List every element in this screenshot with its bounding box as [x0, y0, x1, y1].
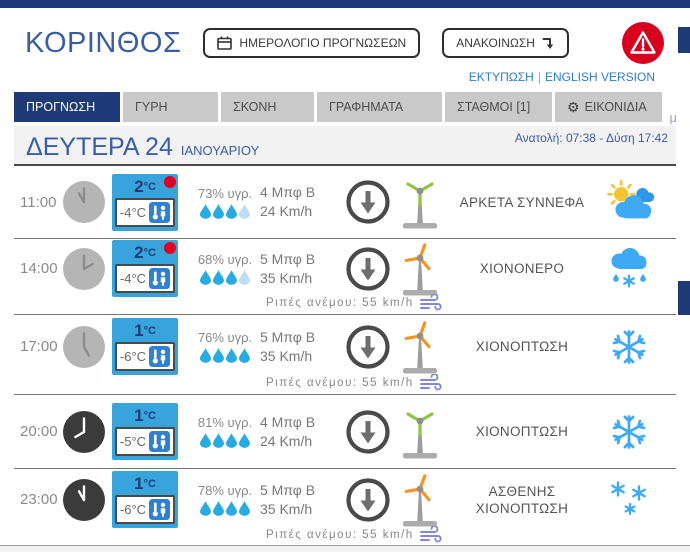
wind-beaufort: 4 Μπφ Β [260, 413, 316, 430]
wind-beaufort: 4 Μπφ Β [260, 184, 316, 200]
droplet-icon [226, 348, 237, 363]
wind-cell [260, 328, 344, 366]
tab-skoni[interactable] [221, 92, 314, 122]
droplet-icon [213, 501, 224, 516]
wind-beaufort: 5 Μπφ Β [260, 481, 316, 498]
wind-turbine-cell [398, 473, 448, 527]
right-edge-fragment-mid [678, 281, 690, 315]
humidity-value: 76% υγρ. [197, 330, 253, 345]
tab-gyri[interactable] [123, 92, 218, 122]
wind-gust [266, 526, 444, 543]
right-edge-fragment-top [678, 27, 690, 53]
snowflake-icon [609, 412, 649, 452]
wind-gust-text: Ριπές ανέμου: 55 km/h [266, 376, 414, 389]
calendar-button-label: ΗΜΕΡΟΛΟΓΙΟ ΠΡΟΓΝΩΣΕΩΝ [239, 36, 407, 50]
light-snow-icon [606, 480, 652, 520]
wind-speed: 35 Km/h [260, 269, 313, 286]
droplet-icon [200, 204, 211, 219]
temperature-value: 1°C [134, 406, 156, 425]
tab-label: ΣΚΟΝΗ [233, 100, 277, 114]
droplet-icon [226, 501, 237, 516]
clock-cell [62, 247, 112, 291]
wind-direction-cell [344, 476, 398, 524]
temperature-box [112, 403, 178, 460]
weather-description: ΑΡΚΕΤΑ ΣΥΝΝΕΦΑ [459, 194, 585, 210]
droplet-icon [239, 433, 250, 448]
announcement-button-label: ΑΝΑΚΟΙΝΩΣΗ [456, 36, 535, 50]
wind-beaufort: 5 Μπφ Β [260, 328, 316, 345]
droplet-icon [213, 348, 224, 363]
droplet-icon [200, 348, 211, 363]
feels-like-value: -5°C [119, 434, 147, 449]
humidity-droplets [190, 348, 260, 363]
announcement-button[interactable] [442, 28, 569, 58]
wind-speed: 24 Km/h [260, 203, 313, 219]
humidity-droplets [190, 270, 260, 285]
wind-direction-icon [344, 245, 392, 293]
wind-gust [266, 294, 444, 311]
wind-gust-text: Ριπές ανέμου: 55 km/h [266, 528, 414, 541]
weather-icon [596, 179, 662, 225]
wind-turbine-icon [398, 320, 442, 374]
forecast-row [14, 395, 676, 469]
droplet-icon [200, 270, 211, 285]
feels-like-box [115, 495, 175, 524]
tab-bar [14, 92, 676, 122]
temperature-alert-dot [164, 242, 176, 254]
wind-turbine-icon [398, 473, 442, 527]
weather-icon [596, 480, 662, 520]
announcement-arrow-icon [542, 37, 555, 50]
feels-like-box [115, 342, 175, 371]
wind-speed: 35 Km/h [260, 347, 313, 364]
feels-like-value: -6°C [119, 349, 147, 364]
day-month: ΙΑΝΟΥΑΡΙΟΥ [180, 143, 260, 158]
wind-turbine-cell [398, 405, 448, 459]
droplet-icon [239, 270, 250, 285]
droplet-icon [213, 270, 224, 285]
wind-speed: 35 Km/h [260, 500, 313, 517]
warning-icon [622, 22, 664, 64]
humidity-value: 68% υγρ. [197, 252, 253, 267]
tab-label: ΣΤΑΘΜΟΙ [1] [457, 100, 531, 114]
day-date: ΔΕΥΤΕΡΑ 24 [26, 133, 173, 161]
wind-turbine-icon [398, 405, 442, 459]
clock-cell [62, 180, 112, 224]
wind-direction-icon [344, 323, 392, 371]
wind-direction-icon [344, 476, 392, 524]
forecast-rows [14, 166, 676, 547]
humidity-droplets [190, 204, 260, 219]
sleet-icon [606, 248, 652, 290]
humidity-cell [190, 252, 260, 285]
tab-eikonidia[interactable] [555, 92, 662, 122]
print-link[interactable]: ΕΚΤΥΠΩΣΗ [468, 70, 534, 84]
link-separator: | [537, 70, 541, 84]
partly-cloudy-icon [600, 179, 658, 225]
droplet-icon [213, 204, 224, 219]
row-time: 20:00 [20, 423, 58, 440]
wind-cell [260, 481, 344, 519]
page-title: ΚΟΡΙΝΘΟΣ [25, 26, 182, 59]
feels-like-icon [149, 346, 170, 367]
forecast-row [14, 469, 676, 547]
feels-like-icon [149, 499, 170, 520]
calendar-icon [217, 36, 232, 50]
wind-turbine-cell [398, 320, 448, 374]
clock-cell [62, 410, 112, 454]
temperature-value: 2°C [134, 243, 156, 262]
tab-label: ΠΡΟΓΝΩΣΗ [26, 100, 96, 114]
weather-description: ΧΙΟΝΟΠΤΩΣΗ [475, 339, 569, 354]
forecast-row [14, 315, 676, 395]
feels-like-value: -4°C [119, 204, 147, 220]
temperature-value: 1°C [134, 474, 156, 493]
temperature-value: 1°C [134, 321, 156, 340]
humidity-cell [190, 483, 260, 516]
wind-gust [266, 374, 444, 391]
weather-description: ΧΙΟΝΟΝΕΡΟ [479, 261, 565, 276]
utility-links [0, 70, 690, 84]
wind-turbine-cell [398, 242, 448, 296]
row-time: 14:00 [20, 260, 58, 277]
feels-like-icon [149, 431, 170, 452]
humidity-value: 73% υγρ. [197, 185, 253, 201]
humidity-cell [190, 186, 260, 219]
clock-icon [62, 325, 106, 369]
sunrise-sunset-info: Ανατολή: 07:38 - Δύση 17:42 [514, 131, 668, 145]
wind-direction-icon [344, 178, 392, 226]
feels-like-box [115, 198, 175, 227]
wind-cell [260, 413, 344, 451]
droplet-icon [200, 433, 211, 448]
feels-like-value: -6°C [119, 502, 147, 517]
forecast-row [14, 239, 676, 315]
temperature-box [112, 174, 178, 231]
temperature-cell [112, 240, 190, 297]
wind-beaufort: 5 Μπφ Β [260, 250, 316, 267]
droplet-icon [239, 204, 250, 219]
temperature-cell [112, 318, 190, 375]
feels-like-icon [149, 202, 170, 223]
wind-turbine-icon [398, 175, 442, 229]
clock-cell [62, 325, 112, 369]
feels-like-icon [149, 268, 170, 289]
wind-gust-icon [420, 526, 444, 543]
wind-direction-cell [344, 178, 398, 226]
wind-cell [260, 183, 344, 221]
feels-like-box [115, 264, 175, 293]
weather-description: ΧΙΟΝΟΠΤΩΣΗ [475, 424, 569, 439]
row-time: 17:00 [20, 338, 58, 355]
wind-gust-icon [420, 294, 444, 311]
temperature-box [112, 240, 178, 297]
tab-stathmoi[interactable] [445, 92, 552, 122]
wind-cell [260, 250, 344, 288]
temperature-box [112, 471, 178, 528]
feels-like-value: -4°C [119, 271, 147, 286]
forecast-row [14, 166, 676, 239]
temperature-box [112, 318, 178, 375]
wind-gust-text: Ριπές ανέμου: 55 km/h [266, 296, 414, 309]
wind-gust-icon [420, 374, 444, 391]
weather-icon [596, 327, 662, 367]
humidity-value: 81% υγρ. [197, 415, 253, 430]
wind-turbine-icon [398, 242, 442, 296]
clock-icon [62, 247, 106, 291]
humidity-droplets [190, 433, 260, 448]
droplet-icon [226, 270, 237, 285]
humidity-cell [190, 415, 260, 448]
page-header [0, 8, 690, 66]
weather-warning-button[interactable] [622, 22, 664, 64]
clock-icon [62, 410, 106, 454]
tab-label: ΕΙΚΟΝΙΔΙΑ [584, 100, 647, 114]
droplet-icon [200, 501, 211, 516]
wind-direction-cell [344, 323, 398, 371]
wind-direction-icon [344, 408, 392, 456]
droplet-icon [226, 433, 237, 448]
clock-icon [62, 478, 106, 522]
weather-description: ΑΣΘΕΝΗΣ ΧΙΟΝΟΠΤΩΣΗ [475, 483, 569, 516]
clock-icon [62, 180, 106, 224]
row-time: 23:00 [20, 491, 58, 508]
temperature-value: 2°C [134, 176, 156, 196]
humidity-value: 78% υγρ. [197, 483, 253, 498]
humidity-cell [190, 330, 260, 363]
forecast-calendar-button[interactable] [203, 28, 420, 58]
tab-prognosi[interactable] [14, 92, 120, 122]
weather-icon [596, 412, 662, 452]
top-navy-bar [0, 0, 690, 8]
wind-direction-cell [344, 245, 398, 293]
snowflake-icon [609, 327, 649, 367]
wind-speed: 24 Km/h [260, 432, 313, 449]
humidity-droplets [190, 501, 260, 516]
weather-icon [596, 248, 662, 290]
temperature-alert-dot [164, 176, 176, 188]
right-edge-partial-text: μ [669, 110, 677, 125]
droplet-icon [226, 204, 237, 219]
tab-label: ΓΥΡΗ [135, 100, 168, 114]
temperature-cell [112, 174, 190, 231]
droplet-icon [213, 433, 224, 448]
droplet-icon [239, 348, 250, 363]
tab-grafimata[interactable] [317, 92, 442, 122]
wind-direction-cell [344, 408, 398, 456]
day-header [14, 126, 676, 166]
droplet-icon [239, 501, 250, 516]
clock-cell [62, 478, 112, 522]
wind-turbine-cell [398, 175, 448, 229]
feels-like-box [115, 427, 175, 456]
row-time: 11:00 [20, 193, 57, 211]
temperature-cell [112, 471, 190, 528]
gear-icon: ⚙ [567, 98, 580, 115]
english-version-link[interactable]: ENGLISH VERSION [544, 70, 655, 84]
tab-label: ΓΡΑΦΗΜΑΤΑ [329, 100, 404, 114]
next-day-bar-fragment [0, 545, 690, 552]
temperature-cell [112, 403, 190, 460]
